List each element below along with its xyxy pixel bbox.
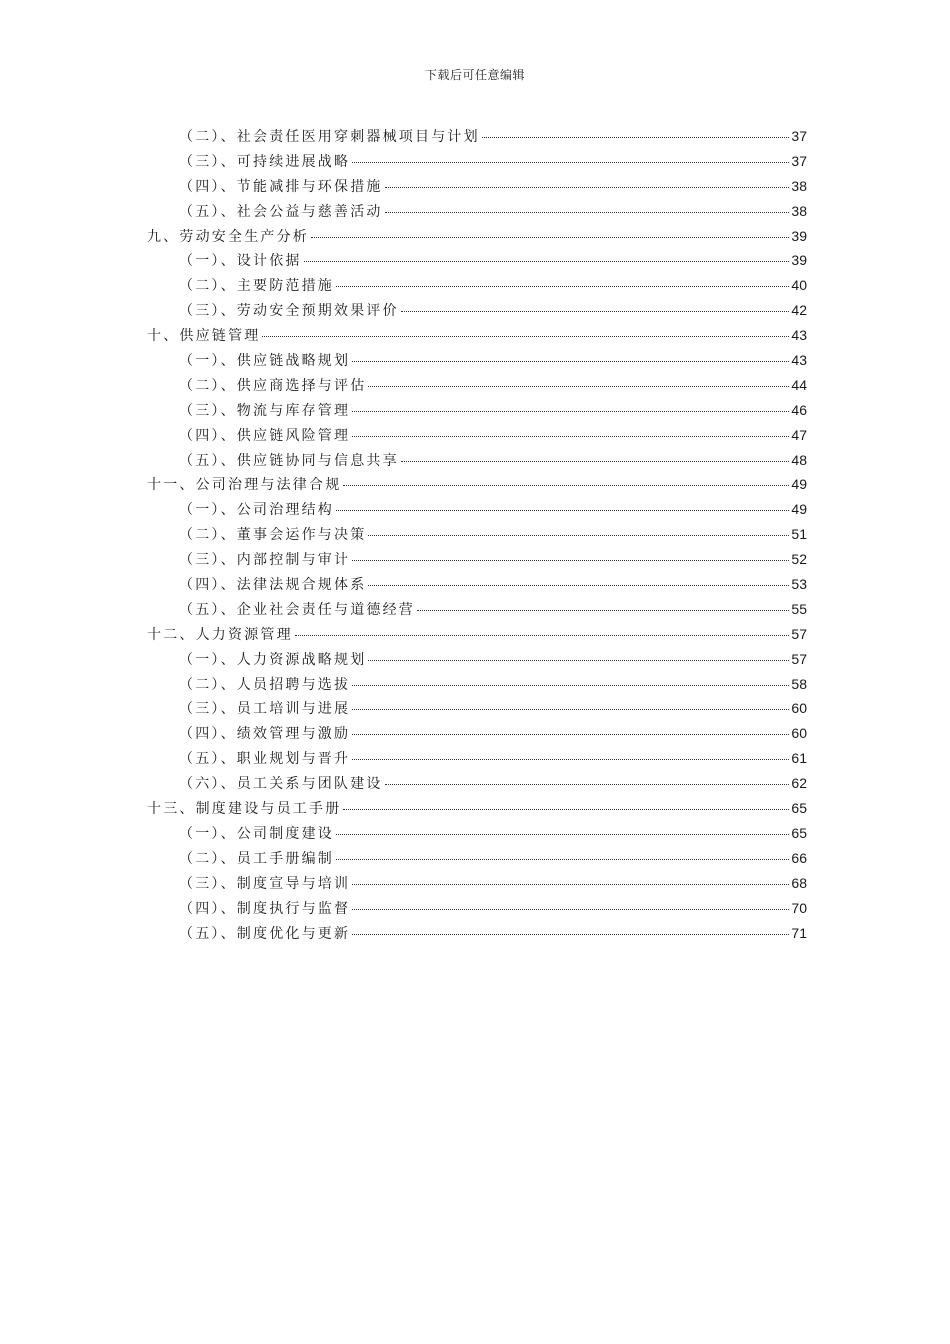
toc-dot-leader (368, 386, 789, 387)
toc-page-number: 38 (791, 177, 807, 194)
toc-page-number: 37 (791, 128, 807, 144)
toc-page-number: 43 (791, 352, 807, 369)
toc-chapter-entry[interactable] (147, 226, 807, 251)
toc-dot-leader (336, 510, 789, 511)
toc-entry-label: （六）、员工关系与团队建设 (179, 776, 383, 793)
toc-entry-label: （一）、公司治理结构 (179, 502, 334, 519)
toc-dot-leader (336, 859, 789, 860)
toc-dot-leader (352, 162, 789, 163)
toc-page-number: 68 (791, 874, 807, 891)
toc-page-number: 55 (791, 600, 807, 617)
toc-entry-label: （四）、节能减排与环保措施 (179, 178, 383, 195)
toc-section-entry[interactable] (147, 848, 807, 873)
toc-page-number: 65 (791, 800, 807, 817)
toc-entry-label: （四）、制度执行与监督 (179, 900, 351, 917)
toc-dot-leader (336, 286, 789, 287)
toc-dot-leader (368, 585, 789, 586)
toc-dot-leader (352, 884, 789, 885)
toc-entry-label: （三）、员工培训与进展 (179, 701, 351, 718)
toc-entry-label: （四）、绩效管理与激励 (179, 726, 351, 743)
toc-dot-leader (368, 660, 789, 661)
toc-dot-leader (352, 411, 789, 412)
toc-section-entry[interactable] (147, 176, 807, 201)
toc-entry-label: （五）、社会公益与慈善活动 (179, 203, 383, 220)
toc-page-number: 60 (791, 725, 807, 742)
toc-page-number: 48 (791, 451, 807, 468)
page-header: 下载后可任意编辑 (424, 68, 525, 82)
toc-section-entry[interactable] (147, 823, 807, 848)
toc-section-entry[interactable] (147, 450, 807, 475)
toc-dot-leader (368, 535, 789, 536)
toc-section-entry[interactable] (147, 698, 807, 723)
toc-page-number: 52 (791, 551, 807, 568)
toc-dot-leader (352, 934, 789, 935)
toc-entry-label: 十一、公司治理与法律合规 (147, 477, 342, 494)
toc-chapter-entry[interactable] (147, 798, 807, 823)
toc-entry-label: 十、供应链管理 (147, 328, 261, 345)
toc-section-entry[interactable] (147, 898, 807, 923)
toc-entry-label: （三）、制度宣导与培训 (179, 875, 351, 892)
toc-entry-label: （一）、设计依据 (179, 253, 302, 270)
toc-chapter-entry[interactable] (147, 474, 807, 499)
toc-page-number: 60 (791, 700, 807, 717)
toc-section-entry[interactable] (147, 126, 807, 151)
toc-dot-leader (304, 261, 790, 262)
toc-page-number: 46 (791, 401, 807, 418)
toc-dot-leader (385, 784, 790, 785)
toc-page-number: 71 (791, 924, 807, 941)
toc-dot-leader (352, 685, 789, 686)
toc-dot-leader (385, 187, 790, 188)
toc-dot-leader (401, 311, 790, 312)
toc-dot-leader (482, 137, 790, 138)
toc-dot-leader (336, 834, 789, 835)
toc-entry-label: （五）、供应链协同与信息共享 (179, 452, 399, 469)
toc-entry-label: （一）、公司制度建设 (179, 825, 334, 842)
toc-entry-label: （二）、董事会运作与决策 (179, 527, 367, 544)
toc-page-number: 53 (791, 576, 807, 593)
table-of-contents (147, 126, 807, 947)
toc-page-number: 38 (791, 202, 807, 219)
toc-dot-leader (401, 461, 790, 462)
toc-dot-leader (311, 237, 789, 238)
toc-page-number: 62 (791, 775, 807, 792)
toc-entry-label: （二）、社会责任医用穿刺器械项目与计划 (179, 129, 480, 145)
toc-page-number: 49 (791, 476, 807, 493)
toc-entry-label: （五）、制度优化与更新 (179, 925, 351, 942)
toc-dot-leader (352, 560, 789, 561)
toc-dot-leader (352, 734, 789, 735)
toc-section-entry[interactable] (147, 549, 807, 574)
toc-dot-leader (352, 436, 789, 437)
toc-section-entry[interactable] (147, 524, 807, 549)
toc-page-number: 70 (791, 899, 807, 916)
toc-section-entry[interactable] (147, 873, 807, 898)
toc-dot-leader (343, 809, 789, 810)
toc-section-entry[interactable] (147, 748, 807, 773)
toc-dot-leader (352, 361, 789, 362)
toc-section-entry[interactable] (147, 275, 807, 300)
toc-dot-leader (352, 909, 789, 910)
toc-page-number: 40 (791, 277, 807, 294)
toc-dot-leader (385, 212, 790, 213)
toc-entry-label: 九、劳动安全生产分析 (147, 228, 309, 245)
toc-dot-leader (417, 610, 789, 611)
toc-section-entry[interactable] (147, 723, 807, 748)
toc-section-entry[interactable] (147, 350, 807, 375)
toc-section-entry[interactable] (147, 649, 807, 674)
toc-section-entry[interactable] (147, 400, 807, 425)
toc-section-entry[interactable] (147, 375, 807, 400)
toc-page-number: 58 (791, 675, 807, 692)
toc-entry-label: （三）、物流与库存管理 (179, 402, 351, 419)
toc-page-number: 66 (791, 849, 807, 866)
toc-entry-label: （二）、主要防范措施 (179, 278, 334, 295)
toc-section-entry[interactable] (147, 923, 807, 948)
toc-page-number: 57 (791, 625, 807, 642)
toc-entry-label: 十二、人力资源管理 (147, 626, 293, 643)
toc-entry-label: （一）、人力资源战略规划 (179, 651, 367, 668)
toc-page-number: 51 (791, 526, 807, 543)
toc-entry-label: （三）、劳动安全预期效果评价 (179, 303, 399, 320)
toc-entry-label: （一）、供应链战略规划 (179, 353, 351, 370)
toc-dot-leader (262, 336, 789, 337)
toc-page-number: 43 (791, 327, 807, 344)
toc-chapter-entry[interactable] (147, 325, 807, 350)
toc-dot-leader (343, 485, 789, 486)
toc-section-entry[interactable] (147, 300, 807, 325)
toc-page-number: 44 (791, 376, 807, 393)
toc-entry-label: （二）、供应商选择与评估 (179, 377, 367, 394)
toc-page-number: 39 (791, 227, 807, 244)
toc-section-entry[interactable] (147, 674, 807, 699)
toc-section-entry[interactable] (147, 599, 807, 624)
toc-dot-leader (352, 759, 789, 760)
toc-page-number: 42 (791, 302, 807, 319)
toc-page-number: 47 (791, 426, 807, 443)
toc-page-number: 65 (791, 824, 807, 841)
toc-section-entry[interactable] (147, 151, 807, 176)
toc-entry-label: （三）、可持续进展战略 (179, 153, 351, 170)
toc-entry-label: （五）、企业社会责任与道德经营 (179, 601, 415, 618)
toc-dot-leader (295, 635, 790, 636)
toc-entry-label: （三）、内部控制与审计 (179, 552, 351, 569)
toc-page-number: 37 (791, 152, 807, 169)
toc-entry-label: （四）、供应链风险管理 (179, 427, 351, 444)
toc-section-entry[interactable] (147, 201, 807, 226)
toc-section-entry[interactable] (147, 250, 807, 275)
toc-entry-label: （四）、法律法规合规体系 (179, 577, 367, 594)
toc-entry-label: （二）、人员招聘与选拔 (179, 676, 351, 693)
toc-chapter-entry[interactable] (147, 624, 807, 649)
toc-page-number: 49 (791, 501, 807, 518)
toc-dot-leader (352, 709, 789, 710)
toc-entry-label: （五）、职业规划与晋升 (179, 751, 351, 768)
toc-entry-label: （二）、员工手册编制 (179, 850, 334, 867)
toc-section-entry[interactable] (147, 425, 807, 450)
toc-page-number: 57 (791, 650, 807, 667)
toc-section-entry[interactable] (147, 499, 807, 524)
toc-section-entry[interactable] (147, 773, 807, 798)
toc-entry-label: 十三、制度建设与员工手册 (147, 801, 342, 818)
toc-section-entry[interactable] (147, 574, 807, 599)
toc-page-number: 39 (791, 252, 807, 269)
toc-page-number: 61 (791, 750, 807, 767)
